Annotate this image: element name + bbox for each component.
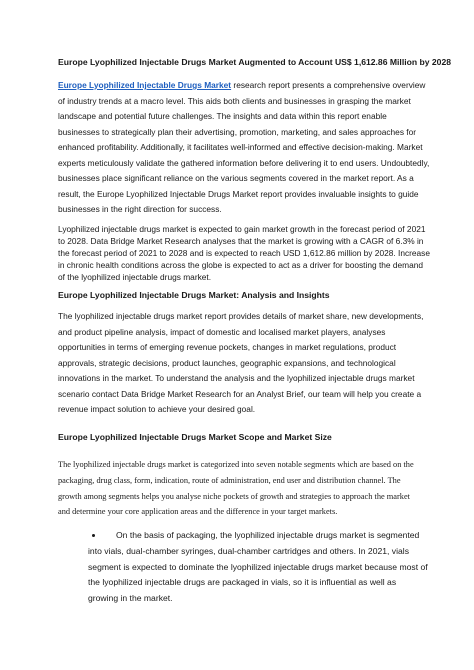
growth-paragraph: Lyophilized injectable drugs market is expected to gain market growth in the forecast period of 2021 to 2028. Data Bridge Market Research analyses that the market is growing with a CAGR of 6.3% in the forecast period of 2021 to 2028 and is expected to reach USD 1,612.86 million by 2028. Increase in chronic health conditions across the globe is expected to act as a driver for boosting the demand of the lyophilized injectable drugs market. (58, 224, 430, 282)
analysis-heading-rest: Market: Analysis and Insights (206, 290, 330, 300)
intro-paragraph (58, 78, 430, 218)
document-title: Europe Lyophilized Injectable Drugs Market Augmented to Account US$ 1,612.86 Million by 2028 (58, 57, 452, 67)
analysis-paragraph: The lyophilized injectable drugs market report provides details of market share, new developments, and product pipeline analysis, impact of domestic and localised market players, analyses opportunities in terms of emerging revenue pockets, changes in market regulations, product approvals, strategic decisions, product launches, geographic expansions, and technological innovations in the market. To understand the analysis and the lyophilized injectable drugs market scenario contact Data Bridge Market Research for an Analyst Brief, our team will help you create a revenue impact solution to achieve your desired goal. (58, 311, 424, 415)
scope-heading: Europe Lyophilized Injectable Drugs Market Scope and Market Size (58, 432, 332, 442)
packaging-bullet-text: On the basis of packaging, the lyophilized injectable drugs market is segmented into vials, dual-chamber syringes, dual-chamber cartridges and others. In 2021, vials segment is expected to dominate the lyophilized injectable drugs market because most of the lyophilized injectable drugs are packaged in vials, so it is influential as well as growing in the market. (88, 530, 428, 603)
intro-body-text: research report presents a comprehensive overview of industry trends at a macro level. This aids both clients and businesses in grasping the market landscape and potential future challenges. The insights and data within this report enable businesses to strategically plan their advertising, promotion, marketing, and sales approaches for enhanced profitability. Additionally, it facilitates well-informed and effective decision-making. Market experts meticulously validate the gathered information before delivering it to end users. Undoubtedly, businesses place significant reliance on the various segments covered in the market report. As a result, the Europe Lyophilized Injectable Drugs Market report provides invaluable insights to guide businesses in the right direction for success. (58, 80, 430, 215)
analysis-heading (58, 290, 330, 301)
analysis-heading-bold: Europe Lyophilized Injectable Drugs (58, 290, 207, 300)
scope-paragraph: The lyophilized injectable drugs market is categorized into seven notable segments which are based on the packaging, drug class, form, indication, route of administration, end user and distribution channel. The growth among segments helps you analyse niche pockets of growth and strategies to approach the market and determine your core application areas and the difference in your target markets. (58, 460, 414, 517)
market-report-link[interactable]: Europe Lyophilized Injectable Drugs Market (58, 80, 232, 90)
